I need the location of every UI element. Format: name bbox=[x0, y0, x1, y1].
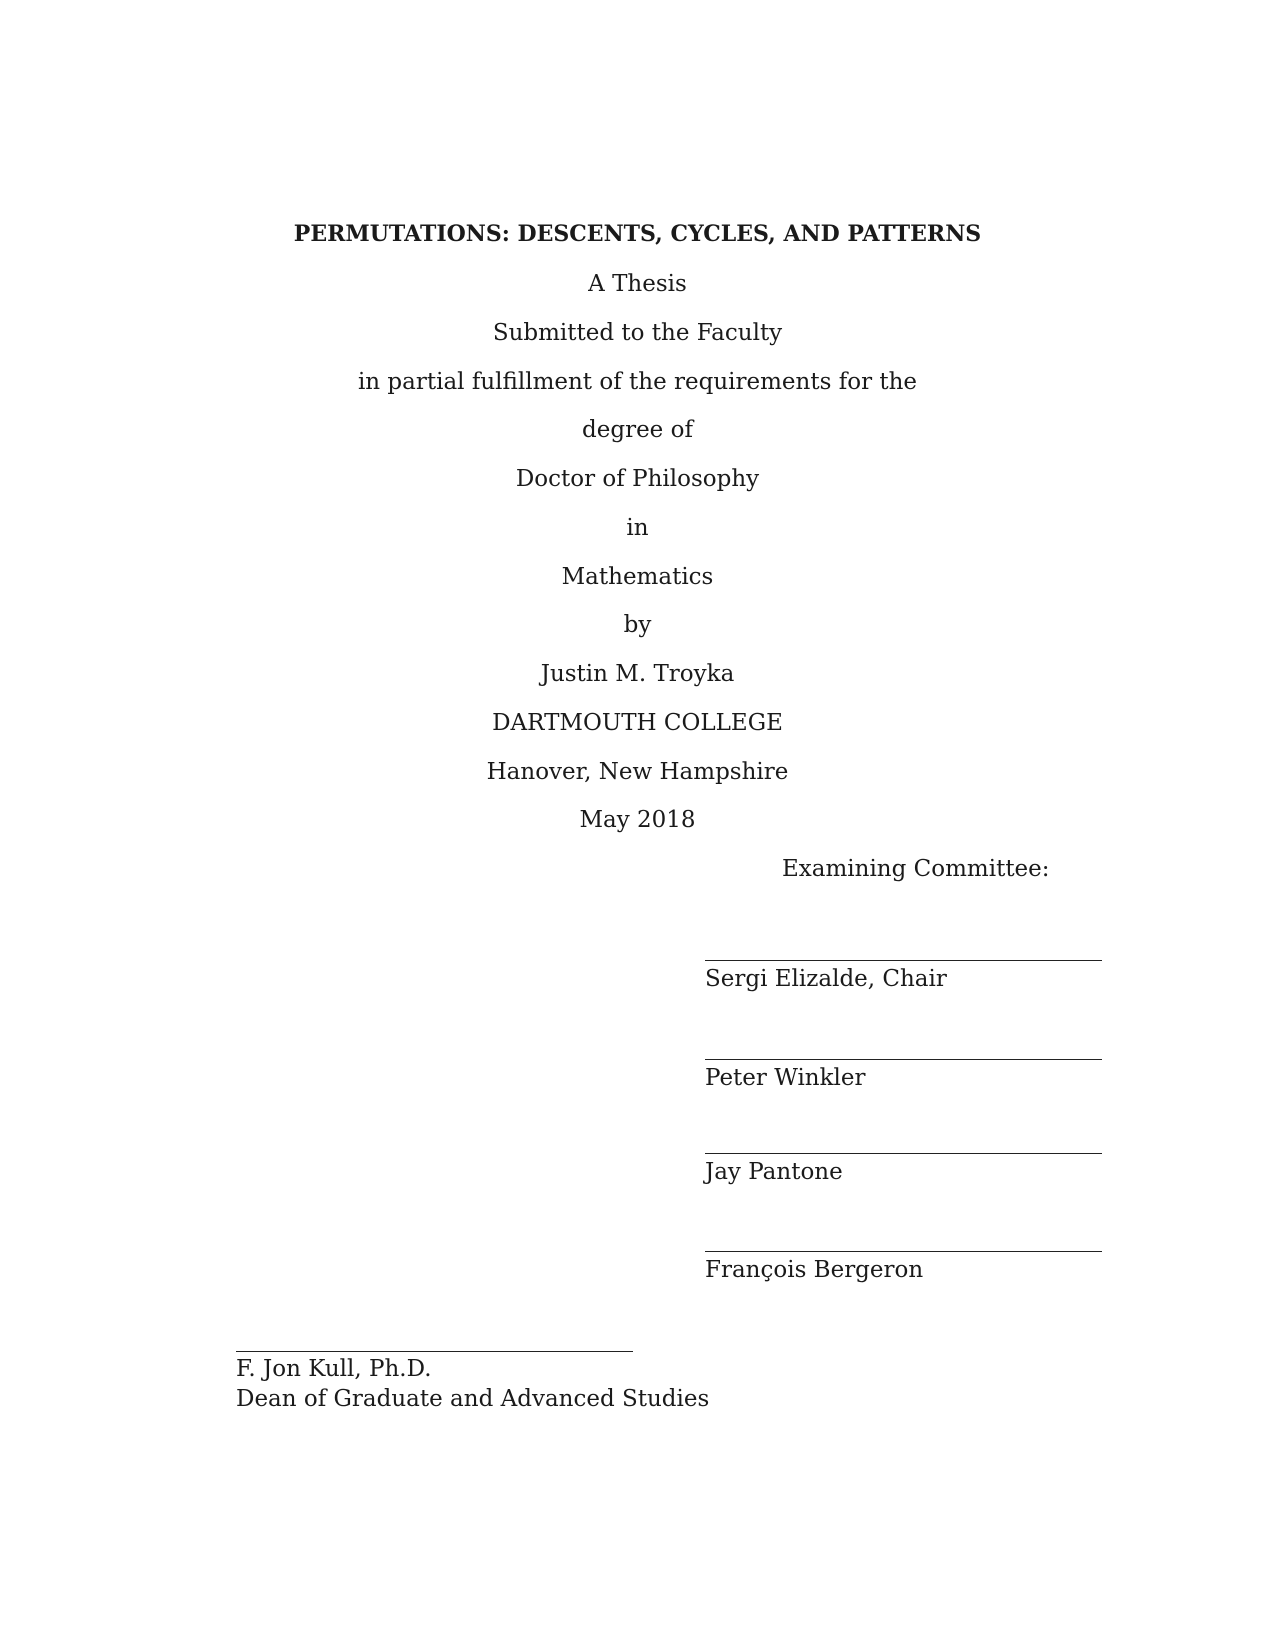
in-line: in bbox=[626, 515, 649, 541]
location: Hanover, New Hampshire bbox=[486, 759, 789, 785]
field-name: Mathematics bbox=[561, 564, 714, 590]
submitted-line: Submitted to the Faculty bbox=[492, 320, 783, 346]
committee-member: Jay Pantone bbox=[705, 1159, 843, 1185]
degree-of-line: degree of bbox=[582, 417, 693, 443]
signature-line bbox=[236, 1351, 633, 1352]
dean-title: Dean of Graduate and Advanced Studies bbox=[236, 1386, 710, 1412]
by-line: by bbox=[623, 612, 652, 638]
institution-name: DARTMOUTH COLLEGE bbox=[492, 710, 783, 736]
signature-line bbox=[705, 960, 1102, 961]
signature-line bbox=[705, 1251, 1102, 1252]
requirements-line: in partial fulfillment of the requirements for the bbox=[357, 369, 918, 395]
committee-heading: Examining Committee: bbox=[782, 856, 1050, 882]
committee-member: Peter Winkler bbox=[705, 1065, 866, 1091]
date: May 2018 bbox=[579, 807, 696, 833]
committee-member: Sergi Elizalde, Chair bbox=[705, 966, 947, 992]
thesis-label: A Thesis bbox=[588, 271, 687, 297]
author-name: Justin M. Troyka bbox=[540, 661, 735, 687]
dean-name: F. Jon Kull, Ph.D. bbox=[236, 1356, 432, 1382]
signature-line bbox=[705, 1059, 1102, 1060]
committee-member: François Bergeron bbox=[705, 1257, 924, 1283]
degree-name: Doctor of Philosophy bbox=[515, 466, 760, 492]
thesis-title: PERMUTATIONS: DESCENTS, CYCLES, AND PATTERNS bbox=[293, 221, 982, 247]
signature-line bbox=[705, 1153, 1102, 1154]
